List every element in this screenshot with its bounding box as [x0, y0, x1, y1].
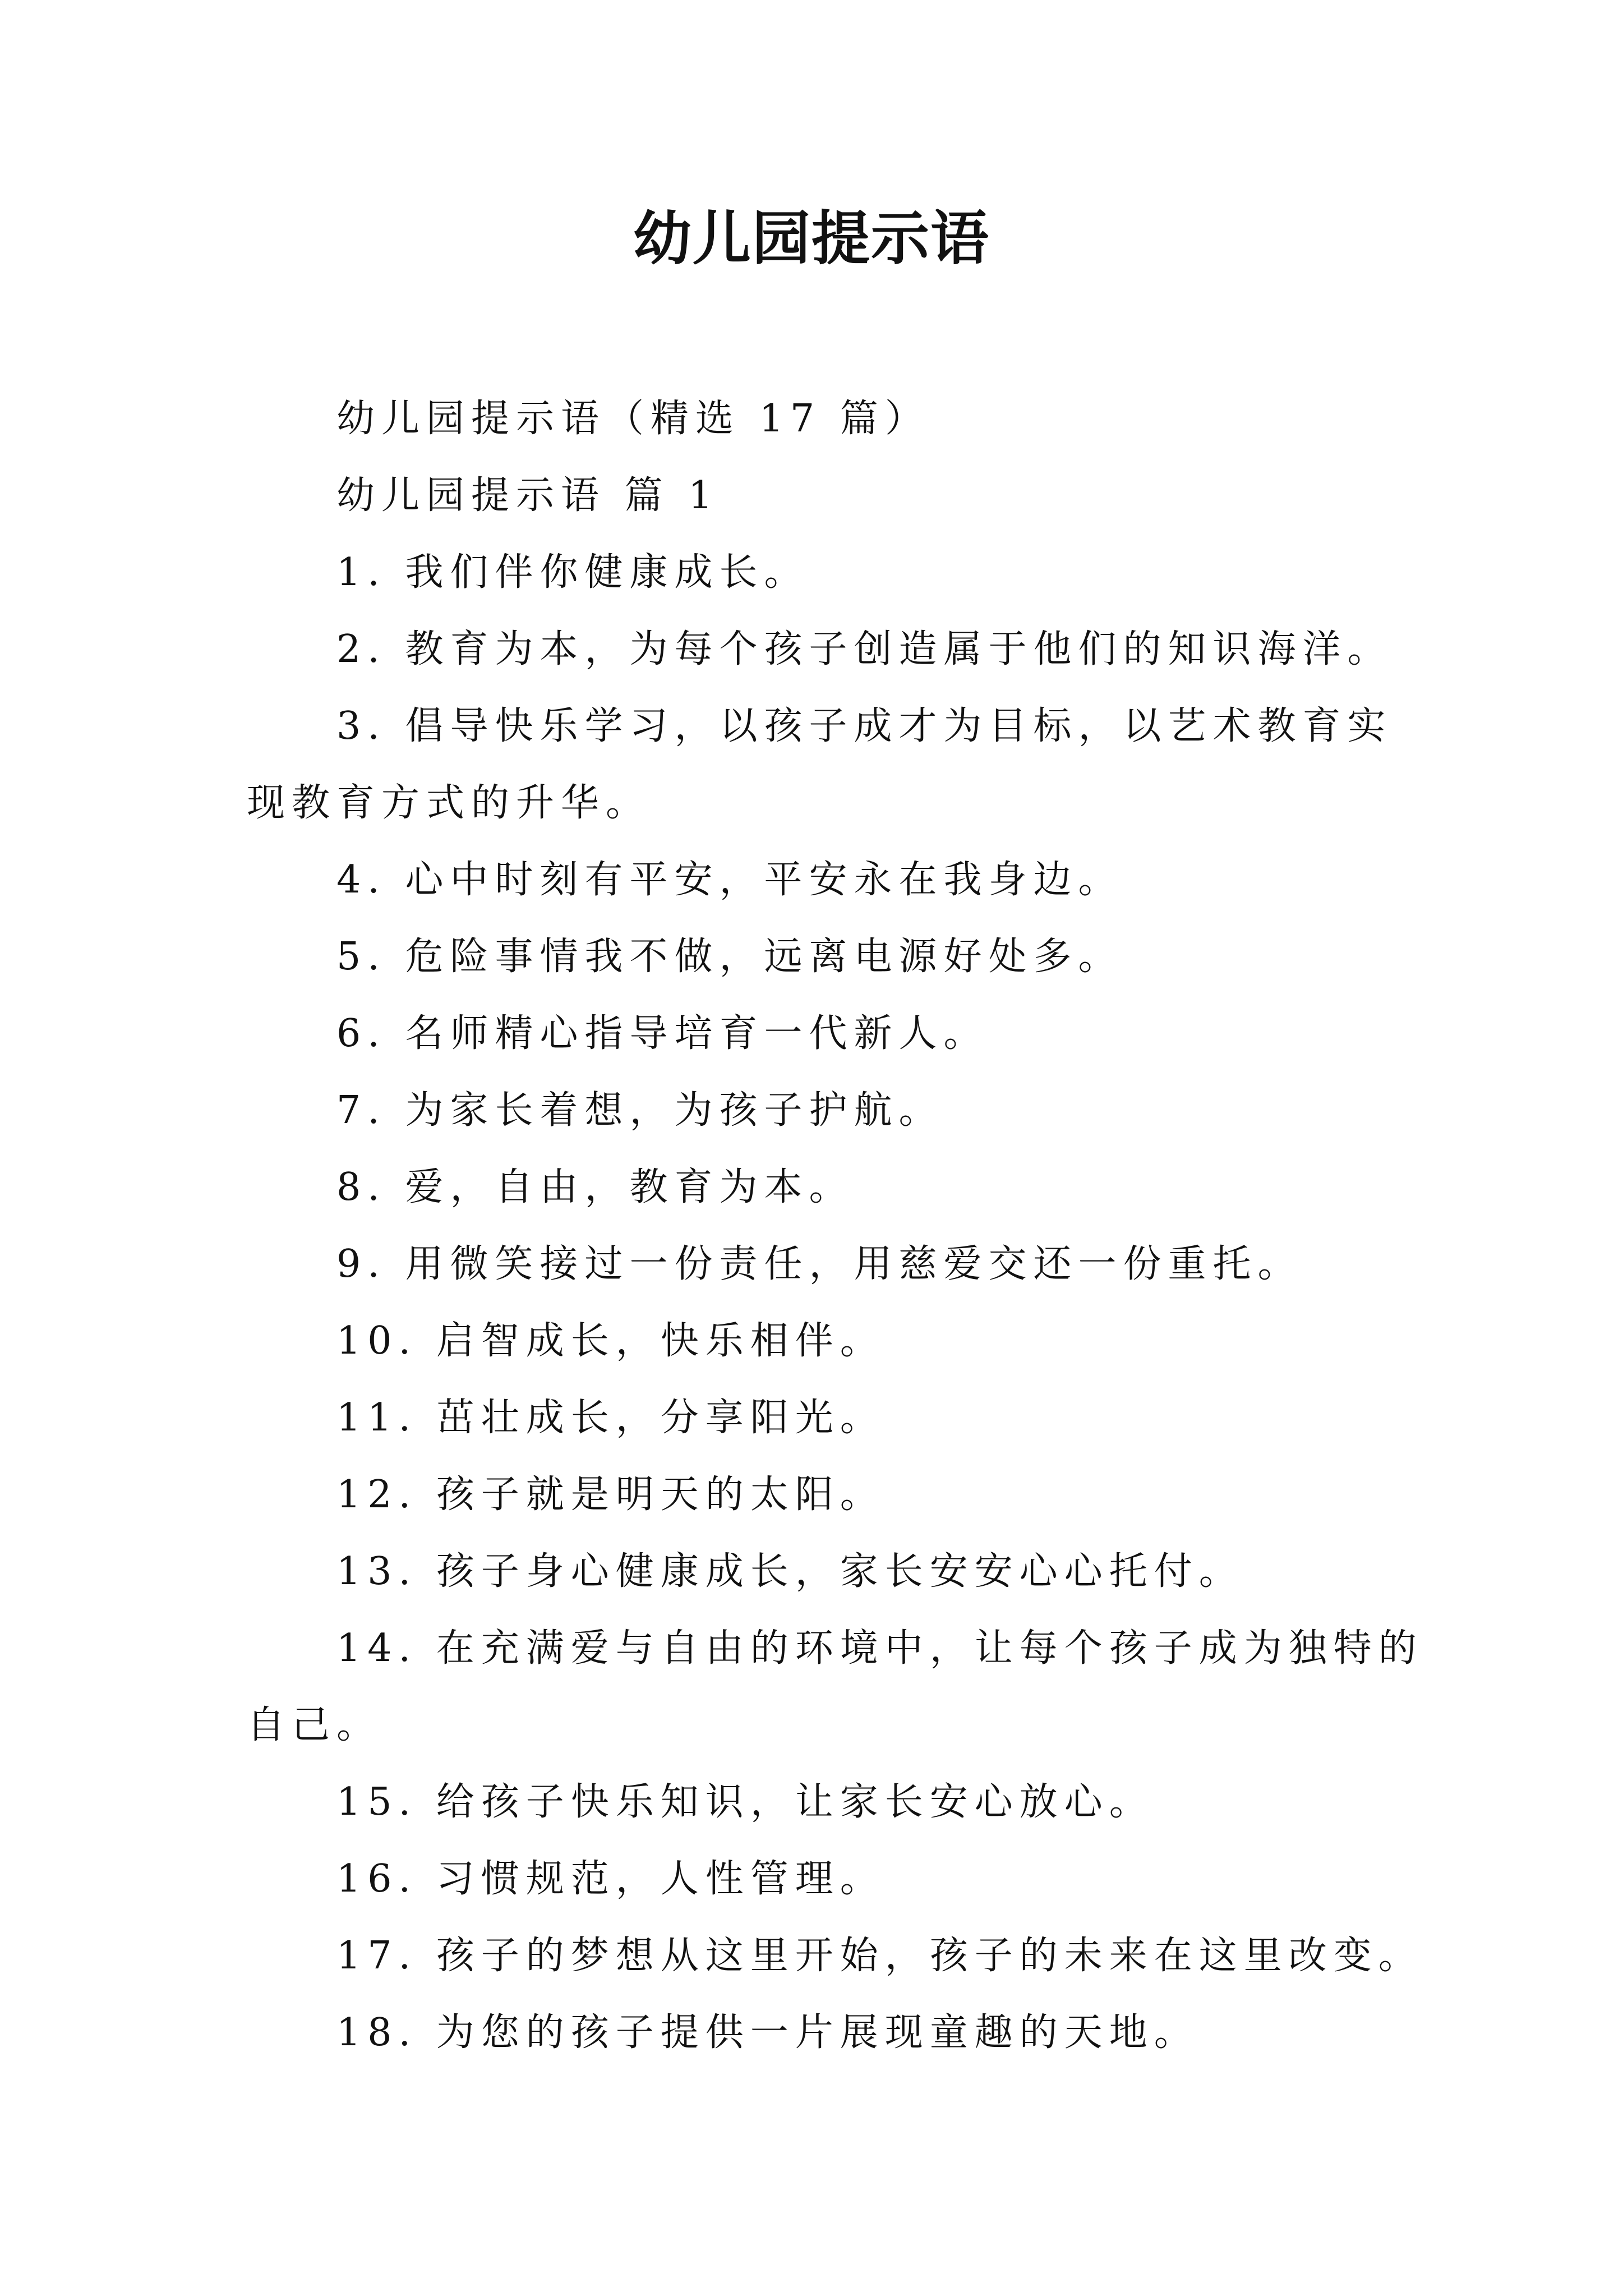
tip-line: 1. 我们伴你健康成长。	[336, 550, 809, 595]
tip-line: 11. 茁壮成长，分享阳光。	[336, 1396, 885, 1440]
tip-line: 16. 习惯规范，人性管理。	[336, 1857, 885, 1901]
document-subtitle: 幼儿园提示语（精选 17 篇）	[336, 397, 930, 441]
tip-line: 17. 孩子的梦想从这里开始，孩子的未来在这里改变。	[336, 1934, 1423, 1978]
tip-line-continuation: 现教育方式的升华。	[247, 781, 651, 825]
tip-line: 9. 用微笑接过一份责任，用慈爱交还一份重托。	[336, 1242, 1303, 1286]
tip-line: 14. 在充满爱与自由的环境中，让每个孩子成为独特的	[336, 1626, 1423, 1671]
tip-line: 18. 为您的孩子提供一片展现童趣的天地。	[336, 2010, 1199, 2055]
tip-line: 5. 危险事情我不做，远离电源好处多。	[336, 935, 1123, 979]
tip-line: 10. 启智成长，快乐相伴。	[336, 1319, 885, 1363]
tip-line: 6. 名师精心指导培育一代新人。	[336, 1011, 989, 1056]
tip-line-continuation: 自己。	[247, 1703, 382, 1747]
tip-line: 8. 爱，自由，教育为本。	[336, 1165, 854, 1209]
tip-line: 15. 给孩子快乐知识，让家长安心放心。	[336, 1780, 1154, 1824]
section-heading: 幼儿园提示语 篇 1	[336, 473, 720, 518]
tip-list	[247, 534, 1423, 2071]
tip-line: 2. 教育为本，为每个孩子创造属于他们的知识海洋。	[336, 627, 1393, 671]
tip-line: 12. 孩子就是明天的太阳。	[336, 1473, 885, 1517]
tip-line: 7. 为家长着想，为孩子护航。	[336, 1088, 944, 1133]
document-title: 幼儿园提示语	[633, 204, 990, 273]
tip-line: 4. 心中时刻有平安，平安永在我身边。	[336, 858, 1123, 902]
document-body	[247, 380, 1423, 2071]
tip-line: 3. 倡导快乐学习，以孩子成才为目标，以艺术教育实	[336, 704, 1393, 748]
tip-line: 13. 孩子身心健康成长，家长安安心心托付。	[336, 1549, 1244, 1594]
